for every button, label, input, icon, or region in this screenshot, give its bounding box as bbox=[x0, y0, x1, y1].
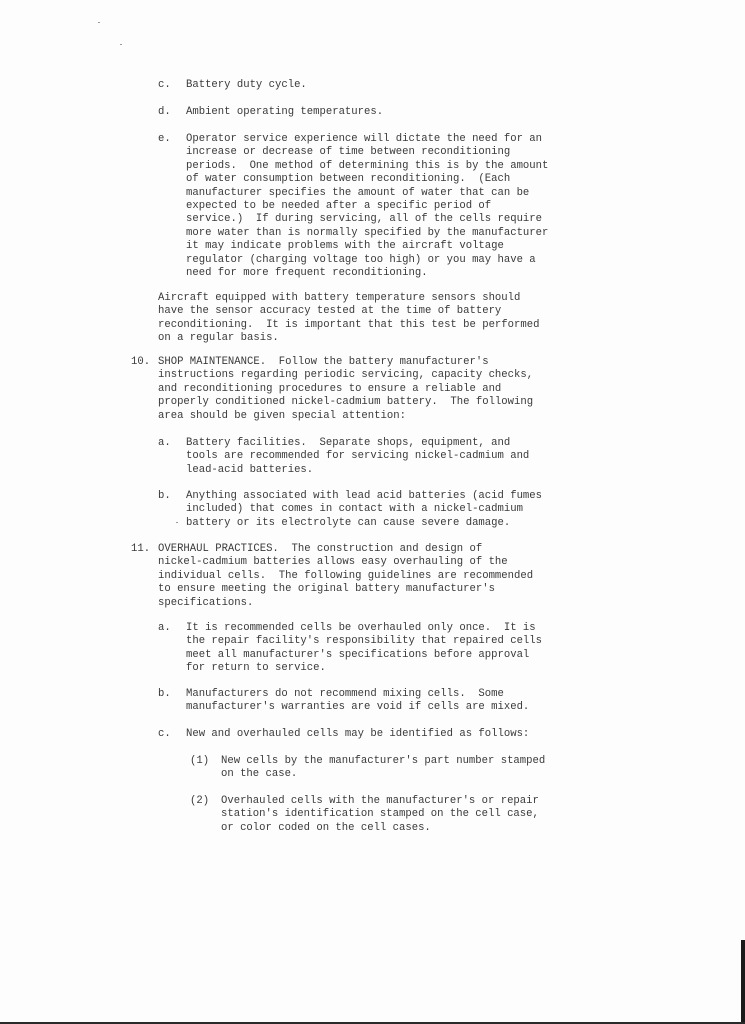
paragraph-line: New cells by the manufacturer's part number stamped bbox=[221, 755, 546, 767]
paragraph-line: reconditioning. It is important that this test be performed bbox=[158, 318, 540, 331]
paragraph-line: Aircraft equipped with battery temperature sensors should bbox=[158, 292, 521, 304]
paragraph-line: OVERHAUL PRACTICES. The construction and design of bbox=[158, 543, 483, 555]
paragraph-line: service.) If during servicing, all of the cells require bbox=[186, 213, 543, 226]
scan-edge-right bbox=[741, 940, 745, 1024]
paragraph-line: It is recommended cells be overhauled only once. It is bbox=[186, 622, 536, 634]
paragraph-line: of water consumption between reconditioning. (Each bbox=[186, 173, 511, 186]
paragraph-line: it may indicate problems with the aircraft voltage bbox=[186, 240, 504, 253]
list-marker: b. bbox=[158, 688, 171, 700]
paragraph-line: manufacturer's warranties are void if cells are mixed. bbox=[186, 701, 530, 714]
paragraph-line: individual cells. The following guidelines are recommended bbox=[158, 569, 534, 582]
paragraph-line: the repair facility's responsibility that repaired cells bbox=[186, 635, 543, 648]
paragraph-line: Battery facilities. Separate shops, equipment, and bbox=[186, 437, 511, 449]
paragraph-line: manufacturer specifies the amount of water that can be bbox=[186, 186, 530, 199]
list-marker: a. bbox=[158, 622, 171, 634]
scan-speck bbox=[98, 22, 100, 23]
paragraph-line: area should be given special attention: bbox=[158, 409, 406, 422]
paragraph-line: periods. One method of determining this is by the amount bbox=[186, 159, 549, 172]
list-marker: e. bbox=[158, 133, 171, 145]
paragraph-line: or color coded on the cell cases. bbox=[221, 821, 431, 834]
paragraph-line: need for more frequent reconditioning. bbox=[186, 267, 428, 279]
paragraph-line: to ensure meeting the original battery manufacturer's bbox=[158, 583, 495, 596]
paragraph-line: included) that comes in contact with a nickel-cadmium bbox=[186, 503, 523, 516]
list-marker: c. bbox=[158, 728, 171, 740]
paragraph-line: Anything associated with lead acid batteries (acid fumes bbox=[186, 490, 543, 502]
paragraph-line: on a regular basis. bbox=[158, 332, 279, 345]
paragraph-line: expected to be needed after a specific period of bbox=[186, 200, 492, 212]
paragraph-line: SHOP MAINTENANCE. Follow the battery manufacturer's bbox=[158, 356, 489, 368]
paragraph-line: increase or decrease of time between reconditioning bbox=[186, 146, 511, 159]
paragraph-line: more water than is normally specified by the manufacturer bbox=[186, 226, 549, 239]
paragraph-line: Manufacturers do not recommend mixing cells. Some bbox=[186, 688, 504, 700]
section-number: 11. bbox=[131, 543, 151, 555]
paragraph-line: nickel-cadmium batteries allows easy overhauling of the bbox=[158, 556, 508, 569]
paragraph-line: Operator service experience will dictate the need for an bbox=[186, 133, 543, 145]
paragraph-line: regulator (charging voltage too high) or you may have a bbox=[186, 253, 536, 266]
paragraph-line: lead-acid batteries. bbox=[186, 463, 314, 476]
paragraph-line: have the sensor accuracy tested at the time of battery bbox=[158, 305, 502, 318]
paragraph-line: properly conditioned nickel-cadmium battery. The following bbox=[158, 396, 534, 409]
scan-speck bbox=[176, 522, 178, 523]
paragraph-line: instructions regarding periodic servicing, capacity checks, bbox=[158, 369, 534, 382]
list-marker: c. bbox=[158, 79, 171, 91]
paragraph-line: specifications. bbox=[158, 596, 254, 609]
paragraph-line: for return to service. bbox=[186, 662, 326, 675]
paragraph-line: New and overhauled cells may be identified as follows: bbox=[186, 728, 530, 740]
list-marker: (2) bbox=[190, 795, 210, 807]
paragraph-line: on the case. bbox=[221, 768, 298, 781]
paragraph-line: Overhauled cells with the manufacturer's or repair bbox=[221, 795, 539, 807]
list-marker: b. bbox=[158, 490, 171, 502]
list-item-text: Battery duty cycle. bbox=[186, 79, 307, 91]
paragraph-line: tools are recommended for servicing nickel-cadmium and bbox=[186, 450, 530, 463]
section-number: 10. bbox=[131, 356, 151, 368]
list-marker: (1) bbox=[190, 755, 210, 767]
paragraph-line: meet all manufacturer's specifications before approval bbox=[186, 648, 530, 661]
paragraph-line: and reconditioning procedures to ensure a reliable and bbox=[158, 382, 502, 395]
paragraph-line: battery or its electrolyte can cause severe damage. bbox=[186, 516, 511, 529]
list-marker: d. bbox=[158, 106, 171, 118]
paragraph-line: station's identification stamped on the cell case, bbox=[221, 808, 539, 821]
list-item-text: Ambient operating temperatures. bbox=[186, 106, 384, 118]
list-marker: a. bbox=[158, 437, 171, 449]
scan-speck bbox=[120, 44, 122, 45]
